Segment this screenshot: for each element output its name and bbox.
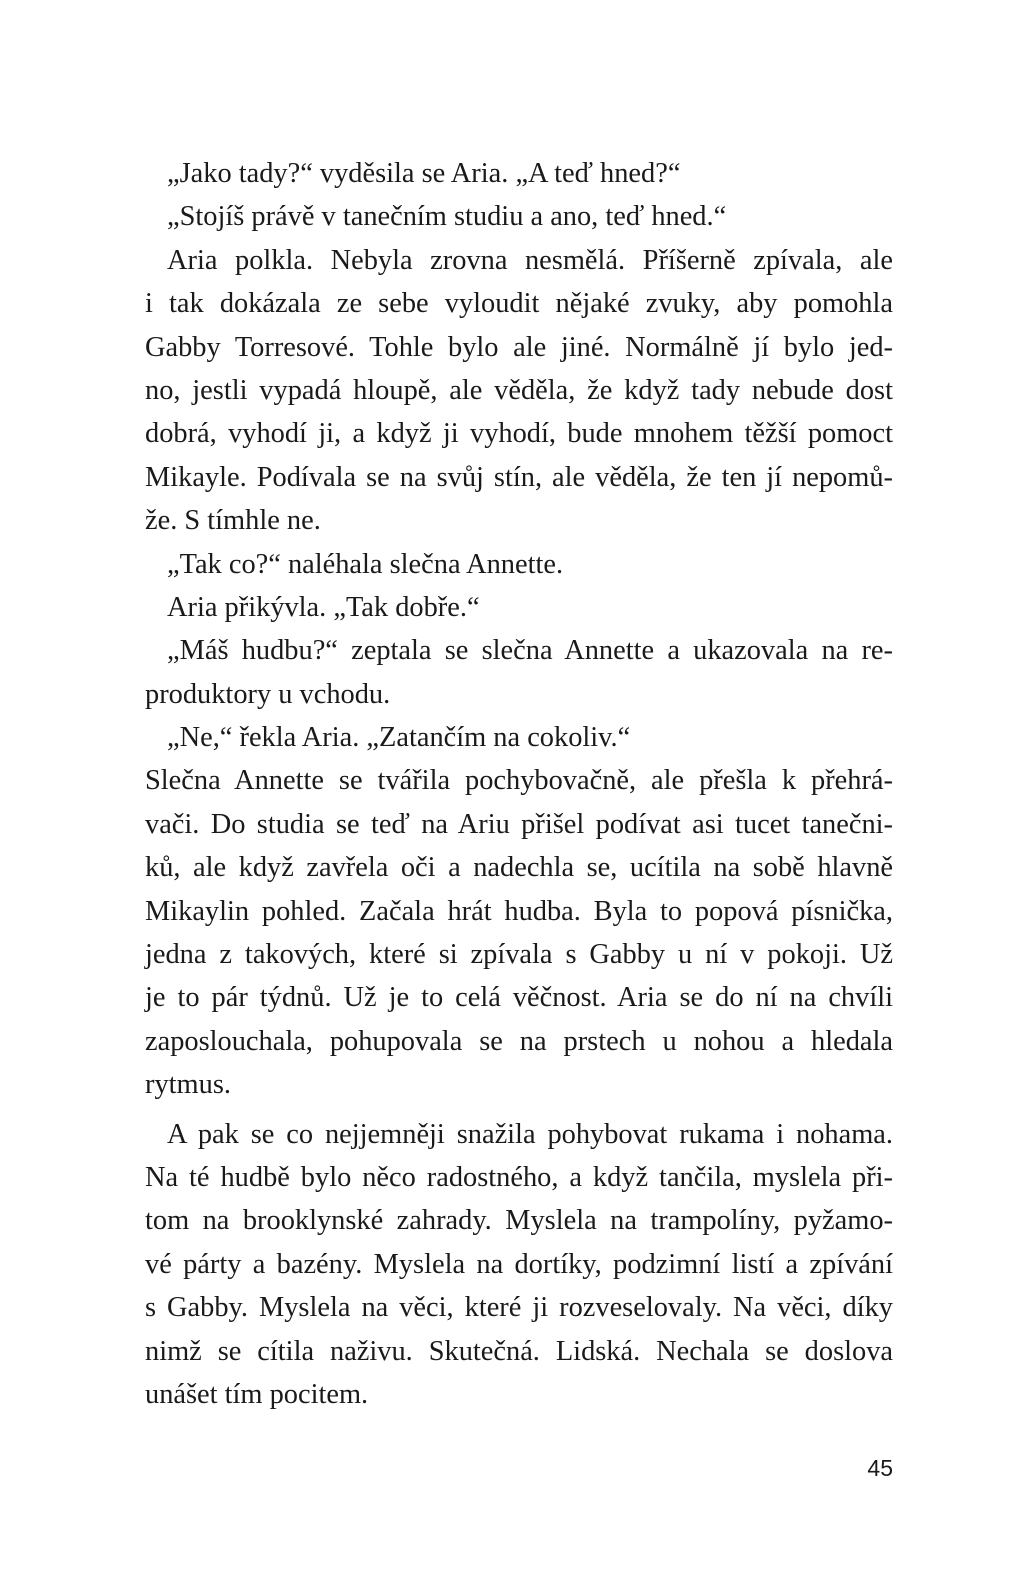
page-number: 45 [867, 1455, 893, 1481]
text-line: s Gabby. Myslela na věci, které ji rozveselovaly. Na věci, díky [145, 1292, 893, 1324]
text-line: Mikaylin pohled. Začala hrát hudba. Byla to popová písnička, [145, 895, 893, 927]
text-line: rytmus. [145, 1069, 231, 1101]
text-line: „Stojíš právě v tanečním studiu a ano, teď hned.“ [167, 201, 727, 233]
text-line: vé párty a bazény. Myslela na dortíky, podzimní listí a zpívání [145, 1248, 893, 1280]
text-line: „Máš hudbu?“ zeptala se slečna Annette a ukazovala na re- [167, 635, 893, 667]
text-line: „Jako tady?“ vyděsila se Aria. „A teď hned?“ [167, 158, 681, 189]
text-line: tom na brooklynské zahrady. Myslela na trampolíny, pyžamo- [145, 1205, 893, 1237]
text-line: „Tak co?“ naléhala slečna Annette. [167, 548, 564, 580]
text-line: jedna z takových, které si zpívala s Gabby u ní v pokoji. Už [145, 939, 893, 971]
text-line: dobrá, vyhodí ji, a když ji vyhodí, bude mnohem těžší pomoct [145, 418, 893, 450]
text-line: Aria přikývla. „Tak dobře.“ [167, 591, 480, 623]
text-line: že. S tímhle ne. [145, 505, 321, 537]
text-line: unášet tím pocitem. [145, 1378, 369, 1410]
text-line: je to pár týdnů. Už je to celá věčnost. Aria se do ní na chvíli [145, 982, 893, 1014]
text-line: Aria polkla. Nebyla zrovna nesmělá. Příšerně zpívala, ale [167, 244, 893, 276]
text-line: A pak se co nejjemněji snažila pohybovat rukama i nohama. [167, 1118, 893, 1150]
text-line: zaposlouchala, pohupovala se na prstech u nohou a hledala [145, 1025, 893, 1057]
text-line: „Ne,“ řekla Aria. „Zatančím na cokoliv.“ [167, 722, 631, 754]
text-line: no, jestli vypadá hloupě, ale věděla, že když tady nebude dost [145, 374, 893, 406]
text-line: Slečna Annette se tvářila pochybovačně, ale přešla k přehrá- [145, 765, 893, 797]
text-line: ků, ale když zavřela oči a nadechla se, ucítila na sobě hlavně [145, 852, 893, 884]
text-line: Na té hudbě bylo něco radostného, a když tančila, myslela při- [145, 1161, 893, 1193]
text-line: produktory u vchodu. [145, 678, 391, 710]
text-line: Gabby Torresové. Tohle bylo ale jiné. Normálně jí bylo jed- [145, 331, 893, 363]
text-line: i tak dokázala ze sebe vyloudit nějaké zvuky, aby pomohla [145, 288, 893, 320]
text-line: Mikayle. Podívala se na svůj stín, ale věděla, že ten jí nepomů- [145, 461, 893, 493]
text-line: nimž se cítila naživu. Skutečná. Lidská. Nechala se doslova [145, 1335, 893, 1367]
body-text [145, 152, 893, 1416]
text-line: vači. Do studia se teď na Ariu přišel podívat asi tucet tanečni- [145, 808, 893, 840]
